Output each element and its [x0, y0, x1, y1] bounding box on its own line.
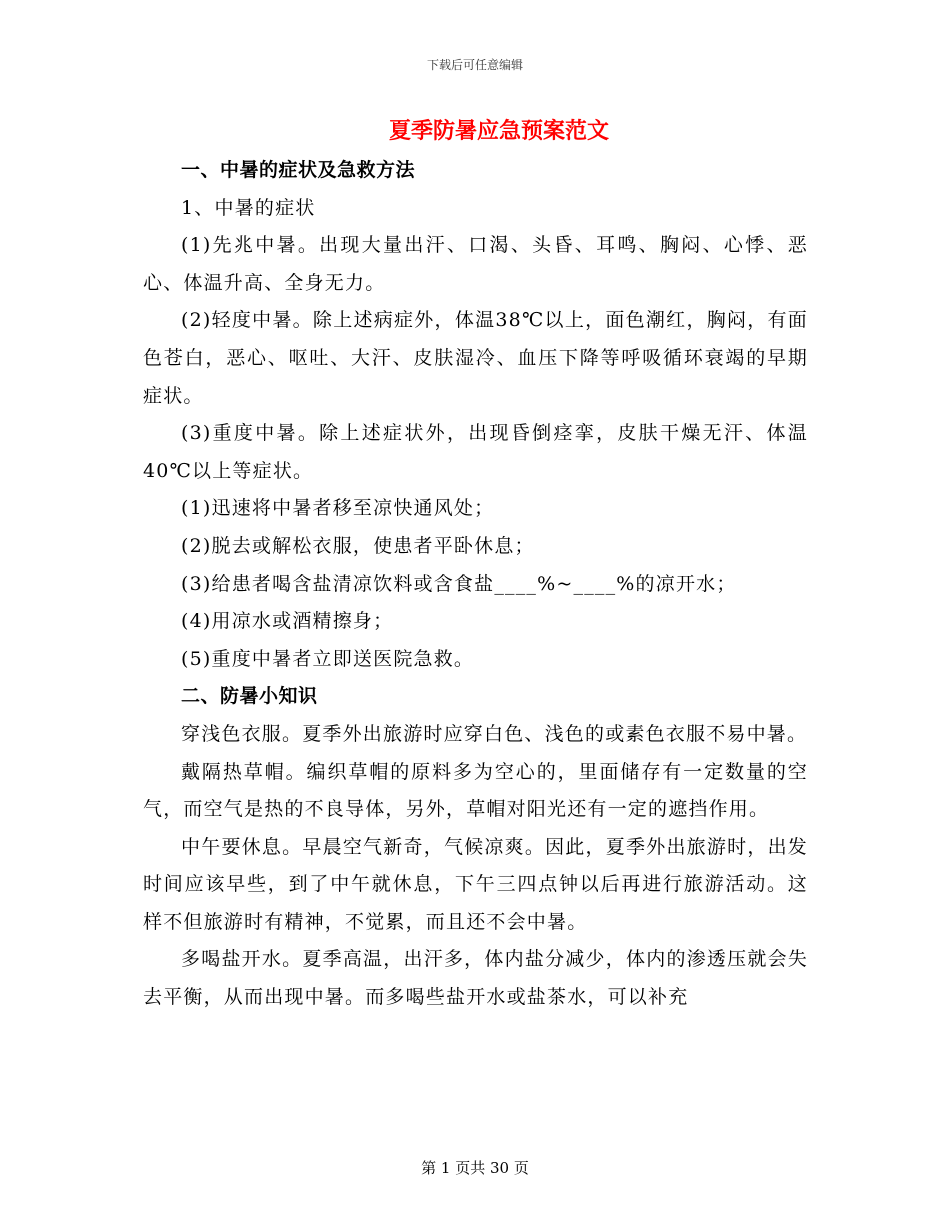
section-heading: 二、防暑小知识 [181, 685, 318, 708]
paragraph: (5)重度中暑者立即送医院急救。 [181, 647, 475, 670]
section-heading: 一、中暑的症状及急救方法 [181, 159, 416, 181]
paragraph: (1)先兆中暑。出现大量出汗、口渴、头昏、耳鸣、胸闷、心悸、恶心、体温升高、全身无力。 [143, 234, 808, 294]
paragraph: 多喝盐开水。夏季高温，出汗多，体内盐分减少，体内的渗透压就会失去平衡，从而出现中暑。而多喝些盐开水或盐茶水，可以补充 [143, 948, 808, 1009]
document-title: 夏季防暑应急预案范文 [388, 119, 609, 144]
page-footer: 第 1 页共 30 页 [421, 1159, 529, 1177]
paragraph: (2)轻度中暑。除上述病症外，体温38℃以上，面色潮红，胸闷，有面色苍白，恶心、呕吐、大汗、皮肤湿冷、血压下降等呼吸循环衰竭的早期症状。 [143, 309, 808, 407]
document-body [143, 152, 808, 1017]
paragraph: 中午要休息。早晨空气新奇，气候凉爽。因此，夏季外出旅游时，出发时间应该早些，到了中午就休息，下午三四点钟以后再进行旅游活动。这样不但旅游时有精神，不觉累，而且还不会中暑。 [143, 835, 808, 933]
paragraph: 戴隔热草帽。编织草帽的原料多为空心的，里面储存有一定数量的空气，而空气是热的不良导体，另外，草帽对阳光还有一定的遮挡作用。 [143, 760, 808, 821]
paragraph: 穿浅色衣服。夏季外出旅游时应穿白色、浅色的或素色衣服不易中暑。 [181, 722, 808, 745]
paragraph: 1、中暑的症状 [181, 196, 316, 219]
paragraph: (1)迅速将中暑者移至凉快通风处； [181, 497, 495, 520]
paragraph: (3)给患者喝含盐清凉饮料或含食盐____%~____%的凉开水； [181, 572, 737, 595]
paragraph: (3)重度中暑。除上述症状外，出现昏倒痉挛，皮肤干燥无汗、体温40℃以上等症状。 [143, 422, 808, 482]
page-header: 下载后可任意编辑 [426, 58, 523, 72]
paragraph: (2)脱去或解松衣服，使患者平卧休息； [181, 534, 535, 557]
paragraph: (4)用凉水或酒精擦身； [181, 610, 394, 633]
